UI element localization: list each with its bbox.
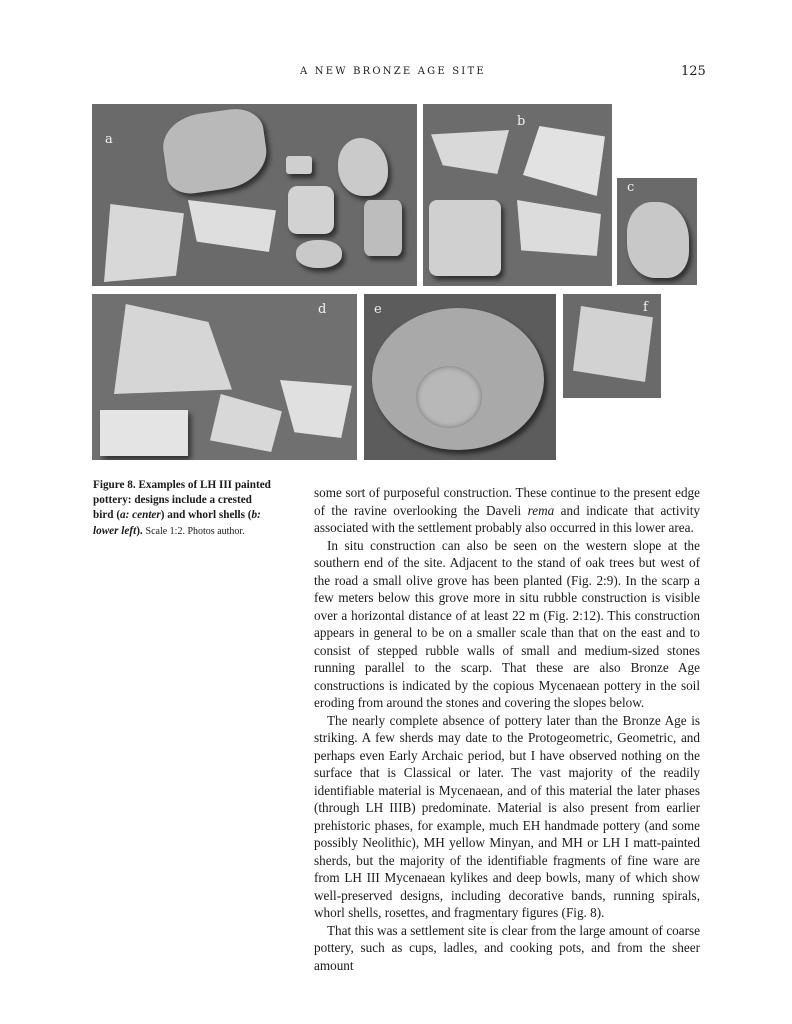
- sherd-image: [296, 240, 342, 268]
- photo-panel-e: [364, 294, 556, 460]
- sherd-image: [338, 138, 388, 196]
- sherd-image: [104, 204, 184, 282]
- paragraph: The nearly complete absence of pottery later than the Bronze Age is striking. A few sherds may date to the Protogeometric, Geometric, and perhaps even Early Archaic period, but I have observed nothing on the surface that is Classical or later. The vast majority of the readily identifiable material is Mycenaean, and of this material the later phases (through LH IIIB) predominate. Material is also present from earlier prehistoric phases, for example, much EH handmade pottery (and some possibly Neolithic), MH yellow Minyan, and MH or LH I matt-painted sherds, but the majority of the identifiable fragments of fine ware are from LH III Mycenaean kylikes and deep bowls, many of which show well-preserved designs, including decorative bands, running spirals, whorl shells, rosettes, and fragmentary figures (Fig. 8).: [314, 712, 700, 920]
- photo-panel-a: [92, 104, 417, 286]
- page-number: 125: [681, 64, 706, 79]
- caption-scale: Scale 1:2. Photos author.: [145, 525, 245, 537]
- sherd-image: [364, 200, 402, 256]
- caption-end: ).: [136, 524, 143, 537]
- photo-panel-f: [563, 294, 661, 398]
- paragraph: some sort of purposeful construction. These continue to the present edge of the ravine overlooking the Daveli rema and indicate that activity associated with the settlement probably also occurred in this lower area.: [314, 485, 700, 535]
- panel-label-f: f: [643, 300, 648, 315]
- body-text: [314, 484, 700, 974]
- sherd-image: [210, 394, 282, 452]
- caption-label: Figure 8. Examples of LH III painted pottery: designs include a crested bird (: [93, 479, 271, 522]
- sherd-image: [159, 105, 271, 196]
- panel-label-a: a: [105, 132, 113, 147]
- sherd-image: [429, 200, 501, 276]
- sherd-image: [280, 380, 352, 438]
- paragraph: In situ construction can also be seen on the western slope at the southern end of the site. Adjacent to the stand of oak trees but west of the road a small olive grove has been planted (Fig. 2:9). In the scarp a few meters below this grove more in situ rubble construction is visible over a horizontal distance of at least 22 m (Fig. 2:12). This construction appears in general to be on a smaller scale than that on the east and to consist of stepped rubble walls of small and medium-sized stones running parallel to the scarp. That these are also Bronze Age constructions is indicated by the copious Mycenaean pottery in the soil eroding from around the stones and covering the slopes below.: [314, 537, 700, 710]
- photo-panel-d: [92, 294, 357, 460]
- sherd-image: [288, 186, 334, 234]
- figure-caption: [93, 478, 275, 539]
- sherd-image: [416, 366, 482, 428]
- panel-label-c: c: [627, 180, 635, 195]
- panel-label-e: e: [374, 302, 382, 317]
- running-title: A NEW BRONZE AGE SITE: [300, 66, 486, 77]
- sherd-image: [100, 410, 188, 456]
- caption-ref-b: b: lower left: [93, 509, 261, 537]
- sherd-image: [517, 200, 601, 256]
- panel-label-d: d: [318, 302, 327, 317]
- photo-panel-c: [617, 178, 697, 285]
- sherd-image: [573, 306, 653, 382]
- sherd-image: [286, 156, 312, 174]
- panel-label-b: b: [517, 114, 526, 129]
- sherd-image: [523, 126, 605, 196]
- caption-ref-a: a: center: [120, 509, 161, 522]
- paragraph: That this was a settlement site is clear from the large amount of coarse pottery, such as cups, ladles, and cooking pots, and from the sheer amount: [314, 922, 700, 973]
- emphasis: rema: [527, 502, 555, 518]
- sherd-image: [431, 130, 509, 174]
- sherd-image: [114, 304, 232, 394]
- sherd-image: [188, 200, 276, 252]
- photo-panel-b: [423, 104, 612, 286]
- caption-mid: ) and whorl shells (: [160, 509, 252, 522]
- sherd-image: [627, 202, 689, 278]
